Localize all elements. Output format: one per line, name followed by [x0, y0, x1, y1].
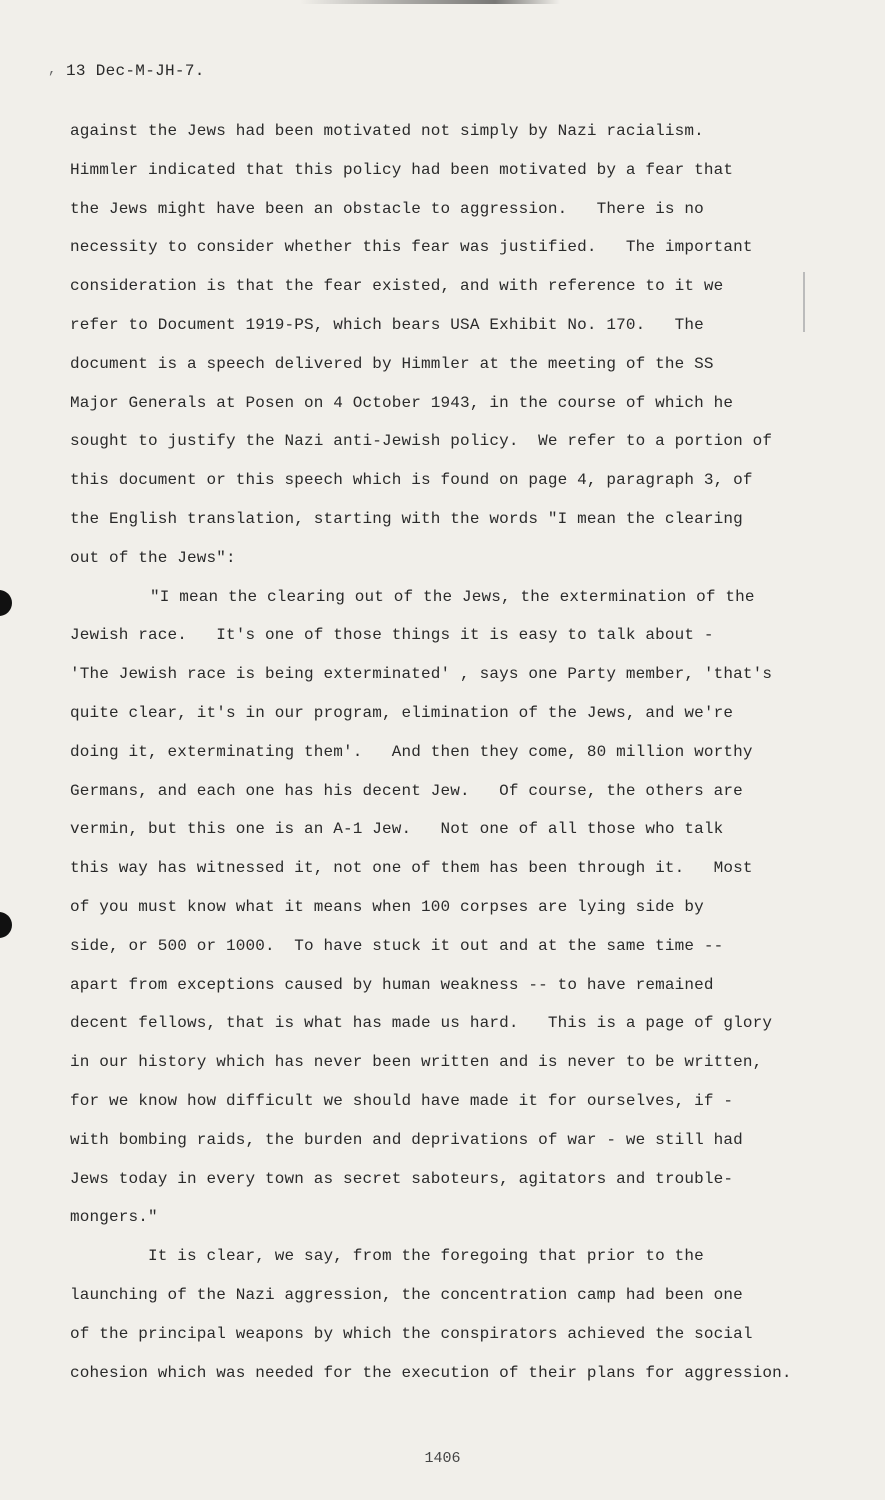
quote-line: in our history which has never been written and is never to be written,: [70, 1053, 763, 1072]
text-line: sought to justify the Nazi anti-Jewish policy. We refer to a portion of: [70, 432, 773, 451]
text-line: necessity to consider whether this fear was justified. The important: [70, 238, 753, 257]
quote-line: Jews today in every town as secret saboteurs, agitators and trouble-: [70, 1169, 734, 1188]
quote-line: Germans, and each one has his decent Jew. Of course, the others are: [70, 781, 743, 800]
body-text: [70, 118, 790, 1398]
quote-line: side, or 500 or 1000. To have stuck it out and at the same time --: [70, 936, 724, 955]
text-line: It is clear, we say, from the foregoing that prior to the: [148, 1247, 704, 1266]
quote-line: doing it, exterminating them'. And then they come, 80 million worthy: [70, 742, 753, 761]
quote-line: apart from exceptions caused by human weakness -- to have remained: [70, 975, 714, 994]
quote-line: quite clear, it's in our program, elimination of the Jews, and we're: [70, 703, 734, 722]
quote-line: with bombing raids, the burden and deprivations of war - we still had: [70, 1130, 743, 1149]
text-line: of the principal weapons by which the conspirators achieved the social: [70, 1324, 753, 1343]
text-line: the English translation, starting with the words "I mean the clearing: [70, 509, 743, 528]
scan-smudge: [300, 0, 560, 4]
quote-line: mongers.": [70, 1208, 158, 1227]
quote-line: this way has witnessed it, not one of them has been through it. Most: [70, 859, 753, 878]
text-line: out of the Jews":: [70, 548, 236, 567]
punch-hole: [0, 912, 12, 938]
page-number: 1406: [424, 1450, 461, 1467]
quote-line: vermin, but this one is an A-1 Jew. Not one of all those who talk: [70, 820, 724, 839]
quote-line: "I mean the clearing out of the Jews, the extermination of the: [150, 587, 755, 606]
text-line: the Jews might have been an obstacle to aggression. There is no: [70, 199, 704, 218]
text-line: Himmler indicated that this policy had been motivated by a fear that: [70, 160, 734, 179]
quote-line: 'The Jewish race is being exterminated' , says one Party member, 'that's: [70, 665, 773, 684]
text-line: this document or this speech which is found on page 4, paragraph 3, of: [70, 471, 753, 490]
quote-line: of you must know what it means when 100 corpses are lying side by: [70, 897, 704, 916]
quote-line: for we know how difficult we should have made it for ourselves, if -: [70, 1091, 734, 1110]
text-line: document is a speech delivered by Himmler at the meeting of the SS: [70, 354, 714, 373]
margin-pencil-mark: [803, 272, 805, 332]
quote-line: decent fellows, that is what has made us hard. This is a page of glory: [70, 1014, 773, 1033]
margin-tick: ,: [48, 62, 57, 78]
document-reference: 13 Dec-M-JH-7.: [66, 62, 205, 80]
text-line: refer to Document 1919-PS, which bears USA Exhibit No. 170. The: [70, 315, 704, 334]
text-line: launching of the Nazi aggression, the concentration camp had been one: [70, 1285, 743, 1304]
text-line: consideration is that the fear existed, and with reference to it we: [70, 277, 724, 296]
text-line: Major Generals at Posen on 4 October 1943, in the course of which he: [70, 393, 734, 412]
punch-hole: [0, 590, 12, 616]
text-line: cohesion which was needed for the execution of their plans for aggression.: [70, 1363, 792, 1382]
text-line: against the Jews had been motivated not simply by Nazi racialism.: [70, 122, 704, 140]
quote-line: Jewish race. It's one of those things it is easy to talk about -: [70, 626, 714, 645]
